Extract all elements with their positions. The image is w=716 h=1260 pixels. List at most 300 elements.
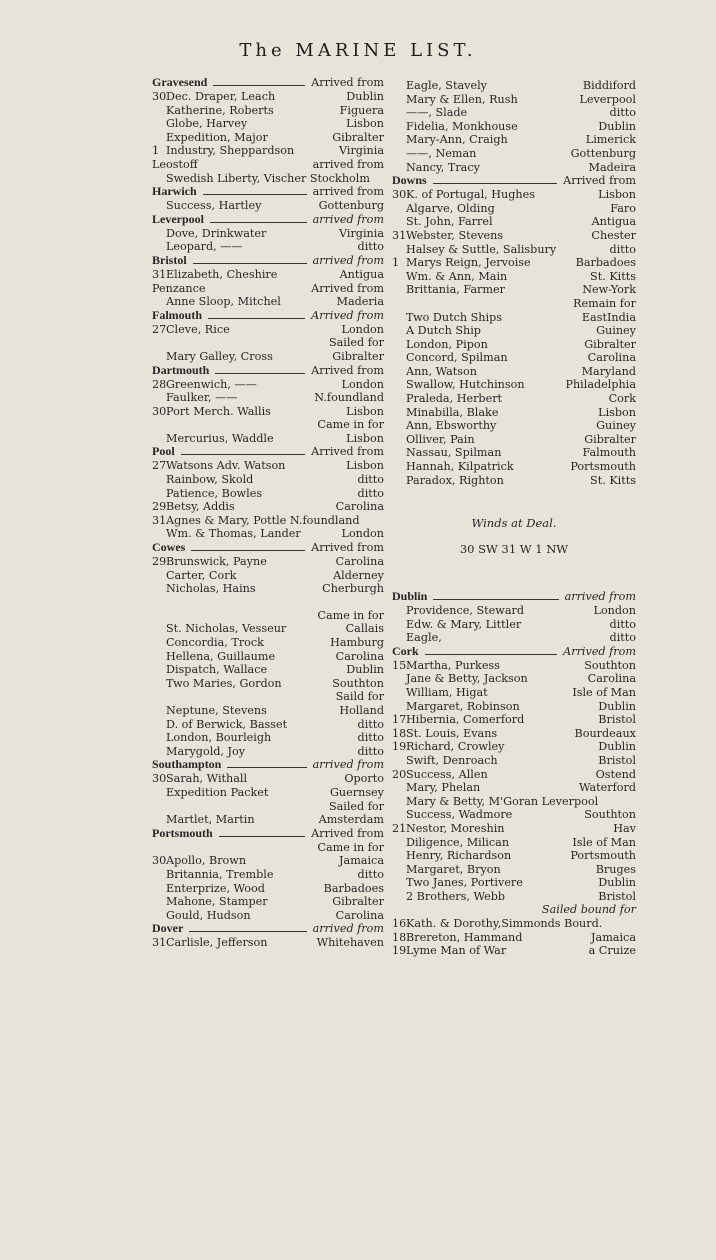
ship-name-wrap	[392, 890, 505, 904]
date-number: 17	[392, 713, 407, 727]
reverse-side-bleed	[150, 1030, 630, 1120]
date-number: 30	[152, 854, 167, 868]
ship-name-wrap	[392, 781, 480, 795]
destination: Carolina	[335, 649, 384, 663]
ship-name-wrap	[152, 690, 166, 704]
destination: Ostend	[595, 767, 636, 781]
arrival-status: Arrived from	[311, 541, 384, 555]
destination: Maderia	[336, 295, 384, 309]
ship-name-wrap	[152, 704, 267, 718]
destination: St. Kitts	[590, 269, 636, 283]
ship-name: Wm. & Thomas, Lander	[166, 527, 301, 541]
ship-name-wrap	[392, 822, 505, 836]
ship-name: Hibernia, Comerford	[406, 713, 525, 727]
ship-name-wrap	[152, 555, 267, 569]
destination: Gibralter	[332, 130, 384, 144]
ship-name-wrap	[392, 754, 498, 768]
ship-name-wrap	[152, 418, 166, 432]
port-name: Dover	[152, 921, 184, 936]
ship-name: Lyme Man of War	[406, 944, 507, 958]
port-name: Dartmouth	[152, 362, 210, 377]
destination: Lisbon	[346, 459, 384, 473]
ship-entry	[152, 841, 384, 855]
port-name: Gravesend	[152, 75, 208, 89]
ship-name: Two Maries, Gordon	[166, 676, 282, 690]
ship-name: Hannah, Kilpatrick	[406, 460, 514, 474]
ship-entry	[392, 631, 636, 645]
ship-name-wrap	[152, 227, 266, 241]
destination: Antigua	[339, 267, 384, 281]
date-number: 1	[152, 144, 160, 158]
rule-line	[181, 454, 305, 455]
ship-name-wrap	[392, 700, 520, 714]
port-heading	[392, 645, 636, 659]
ship-name-wrap	[152, 636, 264, 650]
ship-name-wrap	[392, 727, 497, 741]
destination: ditto	[357, 867, 384, 881]
destination: Came in for	[317, 840, 384, 854]
ship-name-wrap	[152, 909, 251, 923]
ship-name-wrap	[152, 90, 275, 104]
destination: Carolina	[335, 908, 384, 922]
ship-name: Elizabeth, Cheshire	[166, 267, 278, 281]
ship-name: Nicholas, Hains	[166, 582, 256, 596]
ship-name: Penzance	[152, 281, 206, 295]
destination: Southton	[584, 808, 636, 822]
ship-entry	[152, 909, 384, 923]
port-name: Dublin	[392, 589, 428, 603]
ship-entry	[392, 351, 636, 365]
ship-name-wrap	[152, 391, 237, 405]
port-heading	[152, 541, 384, 555]
port-name: Southampton	[152, 757, 222, 772]
ship-name: Edw. & Mary, Littler	[406, 617, 522, 631]
destination: Dublin	[598, 119, 636, 133]
port-name: Harwich	[152, 184, 197, 199]
ship-entry	[392, 392, 636, 406]
ship-name: Mercurius, Waddle	[166, 431, 274, 445]
ship-name-wrap	[392, 270, 507, 284]
ship-name: Dec. Draper, Leach	[166, 90, 276, 103]
port-heading	[152, 76, 384, 90]
ship-entry	[152, 487, 384, 501]
ship-entry	[392, 903, 636, 917]
destination: Arrived from	[311, 281, 384, 295]
rule-line	[189, 931, 306, 932]
ship-entry	[152, 268, 384, 282]
ship-name: Port Merch. Wallis	[166, 404, 271, 418]
ship-name-wrap	[392, 795, 598, 809]
ship-entry	[392, 106, 636, 120]
destination: New-York	[582, 283, 636, 297]
ship-name-wrap	[392, 79, 487, 93]
ship-entry	[152, 459, 384, 473]
destination: N.foundland	[314, 391, 384, 405]
destination: Leverpool	[579, 92, 636, 106]
date-number: 30	[152, 404, 167, 418]
ship-name-wrap	[152, 650, 275, 664]
ship-entry	[392, 297, 636, 311]
destination: Guiney	[596, 324, 636, 338]
ship-name: Paradox, Righton	[406, 473, 504, 487]
ship-entry	[392, 618, 636, 632]
ship-name: Anne Sloop, Mitchel	[166, 295, 281, 309]
ship-entry	[152, 227, 384, 241]
destination: Callais	[345, 622, 384, 636]
port-heading	[152, 185, 384, 199]
destination: Dublin	[346, 90, 384, 103]
ship-entry	[152, 172, 384, 186]
ship-name: Praleda, Herbert	[406, 392, 503, 406]
ship-entry	[152, 295, 384, 309]
ship-name-wrap	[392, 378, 525, 392]
ship-entry	[392, 849, 636, 863]
ship-name-wrap	[392, 618, 521, 632]
ship-entry	[152, 868, 384, 882]
ship-name: Expedition Packet	[166, 785, 269, 799]
ship-name-wrap	[152, 158, 198, 172]
ship-entry	[392, 338, 636, 352]
destination: Whitehaven	[316, 936, 384, 950]
ship-name: Sarah, Withall	[166, 772, 248, 786]
destination: Dublin	[598, 740, 636, 754]
date-number: 19	[392, 740, 407, 754]
ship-name-wrap	[152, 378, 257, 392]
destination: Gibralter	[584, 337, 636, 351]
destination: Lisbon	[346, 404, 384, 418]
ship-name: Faulker, ——	[166, 391, 238, 405]
destination: Figuera	[339, 103, 384, 117]
destination: ditto	[357, 486, 384, 500]
ship-name-wrap	[392, 311, 502, 325]
destination: Maryland	[581, 364, 636, 378]
port-heading	[152, 254, 384, 268]
date-number: 27	[152, 322, 167, 336]
ship-name: Nestor, Moreshin	[406, 821, 505, 835]
ship-name: Betsy, Addis	[166, 500, 235, 514]
ship-entry	[152, 786, 384, 800]
ship-entry	[392, 659, 636, 673]
ship-name: Britannia, Tremble	[166, 867, 274, 881]
ship-name: St. Nicholas, Vesseur	[166, 622, 287, 636]
ship-name-wrap	[152, 240, 243, 254]
destination: London	[341, 377, 384, 391]
ship-name: ——, Neman	[406, 146, 477, 160]
ship-name-wrap	[392, 768, 488, 782]
ship-entry	[392, 700, 636, 714]
ship-entry	[392, 215, 636, 229]
ship-name-wrap	[392, 631, 442, 645]
ship-entry	[392, 93, 636, 107]
ship-name-wrap	[152, 350, 273, 364]
destination: ditto	[609, 242, 636, 256]
ship-name: Success, Hartley	[166, 199, 262, 213]
destination: Gottenburg	[570, 146, 636, 160]
ship-entry	[392, 324, 636, 338]
destination: Guernsey	[330, 785, 384, 799]
destination: Barbadoes	[323, 881, 384, 895]
ship-name-wrap	[152, 609, 166, 623]
ship-entry	[152, 104, 384, 118]
ship-name-wrap	[392, 147, 476, 161]
ship-entry	[392, 917, 636, 931]
ship-name: Ann, Ebsworthy	[406, 419, 497, 433]
ship-entry	[152, 514, 384, 528]
ship-name: Carter, Cork	[166, 568, 237, 582]
ship-name-wrap	[392, 106, 467, 120]
ship-name-wrap	[152, 800, 166, 814]
ship-name-wrap	[152, 323, 230, 337]
ship-name: Mary & Betty, M'Goran Leverpool	[406, 794, 599, 808]
ship-name-wrap	[152, 582, 256, 596]
ship-name-wrap	[152, 772, 247, 786]
ship-name-wrap	[152, 786, 268, 800]
ship-name: Cleve, Rice	[166, 322, 230, 336]
ship-name-wrap	[392, 460, 514, 474]
ship-entry	[392, 754, 636, 768]
port-heading	[152, 445, 384, 459]
ship-name-wrap	[152, 936, 268, 950]
winds-heading: Winds at Deal.	[471, 516, 557, 530]
arrival-status: Arrived from	[311, 445, 384, 459]
destination: Gibralter	[332, 895, 384, 909]
port-name: Cork	[392, 643, 419, 658]
ship-entry	[392, 686, 636, 700]
winds-at-deal	[392, 516, 636, 556]
ship-name: Nassau, Spilman	[406, 446, 502, 460]
ship-name-wrap	[392, 836, 509, 850]
destination: Isle of Man	[572, 685, 636, 699]
ship-name: Carlisle, Jefferson	[166, 936, 268, 950]
ship-name-wrap	[392, 188, 535, 202]
ship-name-wrap	[392, 944, 506, 958]
rule-line	[213, 85, 305, 86]
ship-entry	[392, 419, 636, 433]
ship-name-wrap	[392, 808, 512, 822]
destination: Oporto	[344, 772, 384, 786]
rule-line	[433, 599, 558, 600]
ship-name-wrap	[392, 93, 518, 107]
ship-name: K. of Portugal, Hughes	[406, 188, 535, 202]
date-number: 19	[392, 944, 407, 958]
ship-name: Neptune, Stevens	[166, 703, 267, 717]
ship-name: London, Bourleigh	[166, 731, 272, 745]
ship-name: Providence, Steward	[406, 604, 525, 617]
destination: Carolina	[335, 555, 384, 569]
port-heading	[152, 922, 384, 936]
destination: Gibralter	[584, 432, 636, 446]
ship-name: Success, Wadmore	[406, 808, 513, 822]
ship-entry	[152, 731, 384, 745]
ship-entry	[152, 854, 384, 868]
destination: Remain for	[573, 296, 636, 310]
ship-name: Two Janes, Portivere	[406, 876, 523, 890]
destination: London	[341, 322, 384, 336]
ship-entry	[392, 229, 636, 243]
destination: Cork	[608, 392, 636, 406]
ship-name-wrap	[392, 133, 508, 147]
ship-entry	[152, 323, 384, 337]
ship-name: William, Higat	[406, 685, 488, 699]
ship-entry	[152, 199, 384, 213]
arrival-status: arrived from	[564, 590, 636, 603]
destination: Sailed for	[328, 336, 384, 350]
ship-entry	[152, 500, 384, 514]
ship-entry	[392, 836, 636, 850]
destination: Bristol	[598, 753, 636, 767]
ship-name: Swift, Denroach	[406, 753, 498, 767]
ship-entry	[392, 79, 636, 93]
ship-entry	[152, 936, 384, 950]
ship-name-wrap	[392, 849, 511, 863]
ship-entry	[392, 727, 636, 741]
ship-entry	[152, 350, 384, 364]
rule-line	[425, 654, 557, 655]
dublin-column	[392, 590, 636, 958]
ship-name: Apollo, Brown	[166, 854, 247, 868]
ship-name-wrap	[392, 474, 504, 488]
destination: Chester	[591, 228, 636, 242]
ship-name-wrap	[152, 282, 206, 296]
date-number: 30	[152, 90, 167, 103]
ship-name: Watsons Adv. Watson	[166, 459, 286, 473]
ship-entry	[152, 800, 384, 814]
port-name: Pool	[152, 444, 175, 459]
ship-name: Swallow, Hutchinson	[406, 378, 525, 392]
ship-name: Halsey & Suttle, Salisbury	[406, 242, 557, 256]
port-heading	[152, 758, 384, 772]
ship-name-wrap	[392, 229, 503, 243]
ship-entry	[392, 446, 636, 460]
ship-entry	[392, 256, 636, 270]
ship-name: Enterprize, Wood	[166, 881, 265, 895]
ship-entry	[392, 270, 636, 284]
ship-name-wrap	[152, 172, 370, 186]
ship-entry	[392, 944, 636, 958]
ship-name: Gould, Hudson	[166, 908, 251, 922]
ship-name: Rainbow, Skold	[166, 473, 254, 487]
rule-line	[203, 194, 307, 195]
port-name: Falmouth	[152, 307, 203, 322]
port-name: Cowes	[152, 540, 186, 555]
ship-entry	[392, 740, 636, 754]
destination: Came in for	[317, 608, 384, 622]
ship-name-wrap	[392, 713, 524, 727]
destination: Bristol	[598, 889, 636, 903]
ship-name-wrap	[152, 813, 255, 827]
arrival-status: Arrived from	[563, 174, 636, 188]
ship-name: Greenwich, ——	[166, 377, 257, 391]
destination: Southton	[584, 658, 636, 672]
ship-name: Katherine, Roberts	[166, 103, 274, 117]
ship-entry	[392, 202, 636, 216]
date-number: 16	[392, 917, 407, 931]
destination: Falmouth	[582, 446, 636, 460]
date-number: 18	[392, 726, 407, 740]
ship-entry	[152, 813, 384, 827]
ship-name-wrap	[152, 854, 246, 868]
ship-entry	[152, 144, 384, 158]
ship-name: Leopard, ——	[166, 240, 243, 254]
ship-name-wrap	[152, 336, 166, 350]
ship-name: Martha, Purkess	[406, 658, 500, 672]
ship-name-wrap	[392, 659, 500, 673]
destination: Gibralter	[332, 349, 384, 363]
destination: ditto	[357, 744, 384, 758]
ship-entry	[392, 311, 636, 325]
destination: London	[341, 527, 384, 541]
destination: Bristol	[598, 713, 636, 727]
left-column	[152, 76, 384, 950]
destination: Lisbon	[598, 405, 636, 419]
destination: Carolina	[335, 500, 384, 514]
ship-name-wrap	[152, 104, 274, 118]
ship-entry	[152, 882, 384, 896]
destination: Madeira	[588, 160, 636, 174]
ship-entry	[392, 460, 636, 474]
destination: Limerick	[585, 133, 636, 147]
ship-name: Ann, Watson	[406, 364, 477, 378]
ship-entry	[152, 569, 384, 583]
arrival-status: arrived from	[312, 185, 384, 199]
ship-name: Swedish Liberty, Vischer Stockholm	[166, 171, 370, 185]
destination: Virginia	[338, 144, 384, 158]
date-number: 15	[392, 658, 407, 672]
arrival-status: Arrived from	[311, 363, 384, 377]
ship-entry	[392, 890, 636, 904]
destination: Guiney	[596, 419, 636, 433]
ship-entry	[152, 745, 384, 759]
ship-name-wrap	[392, 324, 481, 338]
ship-name: Kath. & Dorothy,Simmonds Bourd.	[406, 917, 603, 931]
ship-entry	[152, 895, 384, 909]
ship-entry	[152, 282, 384, 296]
ship-name: Hellena, Guillaume	[166, 649, 276, 663]
destination: Jamaica	[591, 930, 636, 944]
ship-name: Marys Reign, Jervoise	[406, 256, 531, 270]
ship-name: Minabilla, Blake	[406, 405, 499, 419]
destination: Gottenburg	[318, 199, 384, 213]
ship-entry	[392, 604, 636, 618]
ship-name-wrap	[392, 672, 528, 686]
ship-name-wrap	[392, 433, 475, 447]
ship-name-wrap	[152, 514, 360, 528]
ship-entry	[152, 609, 384, 623]
ship-name-wrap	[392, 283, 505, 297]
arrival-status: Arrived from	[311, 76, 384, 89]
destination: ditto	[357, 240, 384, 254]
ship-name-wrap	[152, 473, 253, 487]
ship-entry	[392, 713, 636, 727]
port-heading	[152, 827, 384, 841]
destination: Alderney	[333, 568, 384, 582]
destination: Dublin	[598, 876, 636, 890]
ship-name: Fidelia, Monkhouse	[406, 119, 518, 133]
ship-entry	[152, 663, 384, 677]
ship-name-wrap	[392, 120, 518, 134]
destination: Faro	[610, 201, 636, 215]
ship-entry	[152, 582, 384, 596]
arrival-status: Arrived from	[311, 308, 384, 322]
ship-entry	[392, 863, 636, 877]
ship-name: Brittania, Farmer	[406, 283, 505, 297]
ship-entry	[392, 243, 636, 257]
ship-entry	[392, 931, 636, 945]
destination: Barbadoes	[575, 256, 636, 270]
date-number: 29	[152, 555, 167, 569]
ship-name-wrap	[152, 663, 267, 677]
date-number: 18	[392, 930, 407, 944]
